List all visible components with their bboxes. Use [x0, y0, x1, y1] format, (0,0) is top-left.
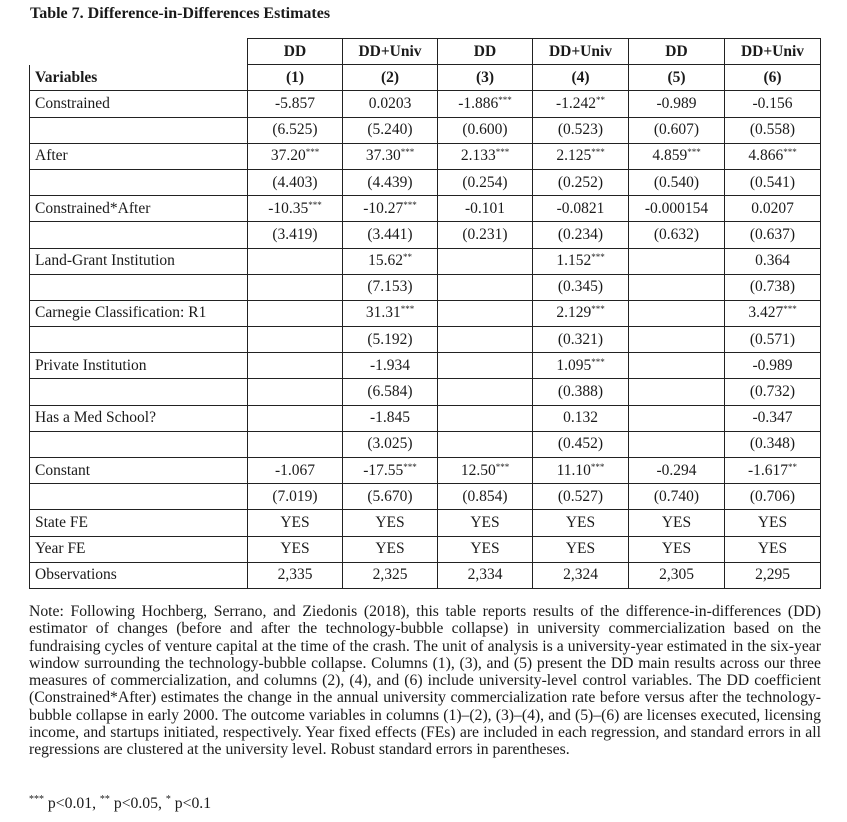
se-label-blank [30, 379, 248, 405]
se-cell: (6.525) [248, 117, 343, 143]
coef-cell [248, 458, 343, 484]
se-label-blank [30, 327, 248, 353]
se-cell: (0.632) [629, 222, 725, 248]
coef-value: 11.10 [556, 461, 591, 479]
significance-stars: *** [400, 304, 415, 315]
se-cell: (0.234) [533, 222, 629, 248]
se-row [30, 379, 821, 405]
coef-cell [438, 143, 533, 169]
footer-value: 2,325 [343, 562, 438, 588]
coef-value: -0.101 [464, 199, 506, 217]
coef-value: 0.364 [755, 252, 790, 270]
se-cell: (0.558) [725, 117, 821, 143]
regression-table [29, 38, 821, 589]
footer-value: 2,305 [629, 562, 725, 588]
coef-cell [248, 405, 343, 431]
coef-cell [725, 143, 821, 169]
coef-value: -1.845 [369, 409, 411, 427]
coef-cell [248, 196, 343, 222]
coef-cell [629, 405, 725, 431]
footer-value: YES [629, 536, 725, 562]
significance-stars: *** [783, 304, 797, 315]
coef-cell [343, 405, 438, 431]
se-cell: (6.584) [343, 379, 438, 405]
se-cell [248, 379, 343, 405]
coef-cell [629, 143, 725, 169]
coef-row [30, 91, 821, 117]
footer-value: YES [343, 510, 438, 536]
coef-cell [533, 458, 629, 484]
coef-value: -1.242 [555, 94, 597, 112]
se-cell: (0.571) [725, 327, 821, 353]
coef-cell [438, 353, 533, 379]
legend-stars: *** [29, 794, 44, 805]
coef-value: -0.000154 [644, 199, 709, 217]
coef-cell [629, 300, 725, 326]
se-cell: (4.403) [248, 169, 343, 195]
variable-label: Constant [30, 458, 248, 484]
coef-cell [629, 458, 725, 484]
se-label-blank [30, 431, 248, 457]
coef-cell [629, 196, 725, 222]
se-cell: (0.740) [629, 484, 725, 510]
se-cell: (3.025) [343, 431, 438, 457]
coef-cell [533, 353, 629, 379]
table-note: Note: Following Hochberg, Serrano, and Ziedonis (2018), this table reports results of the difference-in-differences (DD) estimator of changes (before and after the technology-bubble collapse) in university commercialization based on the fundraising cycles of venture capital at the time of the crash. The unit of analysis is a university-year estimated in the six-year window surrounding the technology-bubble collapse. Columns (1), (3), and (5) present the DD main results across our three measures of commercialization, and columns (2), (4), and (6) include university-level control variables. The DD coefficient (Constrained*After) estimates the change in the annual university commercialization rate before versus after the technology-bubble collapse in early 2000. The outcome variables in columns (1)–(2), (3)–(4), and (5)–(6) are licenses executed, licensing income, and startups initiated, respectively. Year fixed effects (FEs) are included in each regression, and standard errors in all regressions are clustered at the university level. Robust standard errors in parentheses. [29, 603, 821, 759]
coef-value: 37.20 [270, 147, 306, 165]
se-cell: (0.706) [725, 484, 821, 510]
coef-cell [533, 248, 629, 274]
variable-label: Constrained*After [30, 196, 248, 222]
se-cell: (0.600) [438, 117, 533, 143]
coef-value: -0.156 [752, 94, 793, 112]
se-cell: (3.441) [343, 222, 438, 248]
se-cell [438, 274, 533, 300]
significance-stars: *** [403, 199, 417, 210]
coef-cell [629, 353, 725, 379]
se-cell: (3.419) [248, 222, 343, 248]
coef-cell [629, 91, 725, 117]
coef-value: 31.31 [365, 304, 401, 322]
coef-cell [438, 458, 533, 484]
legend-stars: ** [99, 794, 110, 805]
coef-cell [248, 91, 343, 117]
footer-value: 2,334 [438, 562, 533, 588]
coef-value: -1.886 [458, 94, 499, 112]
legend-text: p<0.01, [44, 795, 100, 812]
coef-value: 4.859 [652, 147, 688, 165]
variable-label: After [30, 143, 248, 169]
coef-value: 15.62 [368, 252, 403, 270]
coef-value: 1.095 [556, 356, 592, 374]
footer-value: YES [725, 536, 821, 562]
se-label-blank [30, 169, 248, 195]
coef-value: 2.133 [460, 147, 496, 165]
footer-label: State FE [30, 510, 248, 536]
header-col-4: (4) [533, 65, 629, 91]
se-cell: (0.541) [725, 169, 821, 195]
variable-label: Has a Med School? [30, 405, 248, 431]
coef-value: -10.35 [268, 199, 309, 217]
se-cell: (5.670) [343, 484, 438, 510]
variable-label: Constrained [30, 91, 248, 117]
header-model-5: DD [629, 39, 725, 65]
coef-cell [248, 353, 343, 379]
coef-cell [725, 353, 821, 379]
se-cell: (0.523) [533, 117, 629, 143]
se-row [30, 431, 821, 457]
variable-label: Carnegie Classification: R1 [30, 300, 248, 326]
significance-stars: *** [400, 147, 415, 158]
se-cell: (0.321) [533, 327, 629, 353]
coef-value: 2.125 [556, 147, 592, 165]
header-row-columns [30, 65, 821, 91]
coef-value: -0.347 [752, 409, 793, 427]
header-model-1: DD [248, 39, 343, 65]
footer-value: YES [343, 536, 438, 562]
se-label-blank [30, 222, 248, 248]
coef-cell [248, 300, 343, 326]
coef-value: -0.294 [656, 461, 697, 479]
significance-stars: *** [495, 461, 510, 472]
se-cell: (0.388) [533, 379, 629, 405]
se-cell: (0.607) [629, 117, 725, 143]
footer-row [30, 562, 821, 588]
header-row-models [30, 39, 821, 65]
coef-value: 0.0207 [751, 199, 794, 217]
coef-cell [438, 91, 533, 117]
coef-cell [725, 196, 821, 222]
header-model-2: DD+Univ [343, 39, 438, 65]
coef-value: -17.55 [363, 461, 404, 479]
coef-value: 1.152 [556, 252, 592, 270]
significance-stars: *** [305, 147, 320, 158]
se-cell [629, 327, 725, 353]
footer-value: YES [248, 510, 343, 536]
se-row [30, 327, 821, 353]
coef-value: 12.50 [460, 461, 496, 479]
coef-cell [343, 458, 438, 484]
significance-stars: *** [783, 147, 797, 158]
coef-cell [725, 300, 821, 326]
coef-cell [343, 143, 438, 169]
coef-value: 37.30 [365, 147, 401, 165]
footer-label: Year FE [30, 536, 248, 562]
coef-cell [725, 405, 821, 431]
coef-cell [343, 196, 438, 222]
footer-value: YES [725, 510, 821, 536]
header-col-2: (2) [343, 65, 438, 91]
se-cell: (5.240) [343, 117, 438, 143]
se-cell [438, 327, 533, 353]
coef-value: -1.617 [747, 461, 789, 479]
coef-value: -5.857 [274, 94, 316, 112]
header-blank-cell [30, 39, 248, 65]
se-cell: (0.732) [725, 379, 821, 405]
footer-row [30, 510, 821, 536]
header-model-3: DD [438, 39, 533, 65]
footer-value: YES [438, 536, 533, 562]
coef-cell [533, 196, 629, 222]
coef-value: 0.132 [563, 409, 598, 427]
se-cell [248, 274, 343, 300]
coef-cell [725, 248, 821, 274]
coef-row [30, 196, 821, 222]
se-cell: (7.019) [248, 484, 343, 510]
coef-cell [438, 405, 533, 431]
se-cell: (0.738) [725, 274, 821, 300]
coef-row [30, 405, 821, 431]
se-cell: (0.527) [533, 484, 629, 510]
coef-cell [248, 143, 343, 169]
coef-cell [343, 300, 438, 326]
footer-row [30, 536, 821, 562]
coef-row [30, 248, 821, 274]
footer-value: 2,335 [248, 562, 343, 588]
significance-stars: *** [591, 252, 605, 263]
se-cell: (7.153) [343, 274, 438, 300]
significance-stars: *** [687, 147, 701, 158]
coef-cell [438, 248, 533, 274]
footer-value: YES [248, 536, 343, 562]
significance-stars: *** [591, 147, 605, 158]
coef-cell [533, 91, 629, 117]
se-cell: (0.540) [629, 169, 725, 195]
significance-stars: *** [590, 461, 605, 472]
header-col-1: (1) [248, 65, 343, 91]
significance-stars: *** [498, 94, 512, 105]
coef-cell [343, 91, 438, 117]
variable-label: Land-Grant Institution [30, 248, 248, 274]
footer-label: Observations [30, 562, 248, 588]
se-cell: (4.439) [343, 169, 438, 195]
footer-value: YES [533, 536, 629, 562]
coef-value: -10.27 [363, 199, 404, 217]
header-model-6: DD+Univ [725, 39, 821, 65]
footer-value: YES [438, 510, 533, 536]
coef-value: -0.0821 [556, 199, 605, 217]
legend-text: p<0.05, [109, 795, 166, 812]
coef-value: 3.427 [748, 304, 784, 322]
se-row [30, 222, 821, 248]
legend-stars: * [165, 794, 171, 805]
se-cell: (0.231) [438, 222, 533, 248]
significance-stars: *** [591, 356, 605, 367]
header-col-5: (5) [629, 65, 725, 91]
se-label-blank [30, 274, 248, 300]
coef-row [30, 353, 821, 379]
se-cell: (0.252) [533, 169, 629, 195]
se-row [30, 484, 821, 510]
se-cell: (5.192) [343, 327, 438, 353]
coef-value: -1.067 [274, 461, 316, 479]
footer-value: YES [629, 510, 725, 536]
se-cell [438, 431, 533, 457]
significance-legend [29, 795, 211, 813]
variable-label: Private Institution [30, 353, 248, 379]
header-model-4: DD+Univ [533, 39, 629, 65]
significance-stars: *** [308, 199, 322, 210]
header-col-6: (6) [725, 65, 821, 91]
significance-stars: ** [596, 94, 606, 105]
coef-cell [629, 248, 725, 274]
se-row [30, 169, 821, 195]
significance-stars: ** [788, 461, 798, 472]
significance-stars: ** [402, 252, 412, 263]
se-cell [438, 379, 533, 405]
significance-stars: *** [591, 304, 605, 315]
coef-cell [438, 300, 533, 326]
coef-value: -0.989 [752, 356, 793, 374]
legend-text: p<0.1 [170, 795, 212, 812]
se-cell: (0.254) [438, 169, 533, 195]
coef-cell [343, 248, 438, 274]
coef-value: 4.866 [748, 147, 784, 165]
header-variables-label: Variables [30, 65, 248, 91]
se-label-blank [30, 117, 248, 143]
se-cell: (0.854) [438, 484, 533, 510]
se-cell: (0.637) [725, 222, 821, 248]
significance-stars: *** [403, 461, 417, 472]
coef-value: -0.989 [656, 94, 697, 112]
header-col-3: (3) [438, 65, 533, 91]
coef-cell [725, 458, 821, 484]
coef-value: 2.129 [556, 304, 592, 322]
se-cell: (0.452) [533, 431, 629, 457]
coef-value: 0.0203 [368, 94, 412, 112]
se-cell [629, 379, 725, 405]
coef-row [30, 458, 821, 484]
coef-cell [533, 143, 629, 169]
significance-stars: *** [495, 147, 510, 158]
coef-cell [725, 91, 821, 117]
coef-row [30, 300, 821, 326]
coef-cell [438, 196, 533, 222]
coef-cell [533, 300, 629, 326]
se-cell [248, 327, 343, 353]
se-row [30, 274, 821, 300]
footer-value: YES [533, 510, 629, 536]
coef-cell [248, 248, 343, 274]
se-row [30, 117, 821, 143]
se-cell [629, 431, 725, 457]
se-cell: (0.348) [725, 431, 821, 457]
footer-value: 2,295 [725, 562, 821, 588]
footer-value: 2,324 [533, 562, 629, 588]
table-title: Table 7. Difference-in-Differences Estimates [30, 5, 331, 22]
coef-cell [533, 405, 629, 431]
coef-cell [343, 353, 438, 379]
se-cell [629, 274, 725, 300]
se-label-blank [30, 484, 248, 510]
coef-row [30, 143, 821, 169]
se-cell: (0.345) [533, 274, 629, 300]
coef-value: -1.934 [369, 356, 411, 374]
se-cell [248, 431, 343, 457]
